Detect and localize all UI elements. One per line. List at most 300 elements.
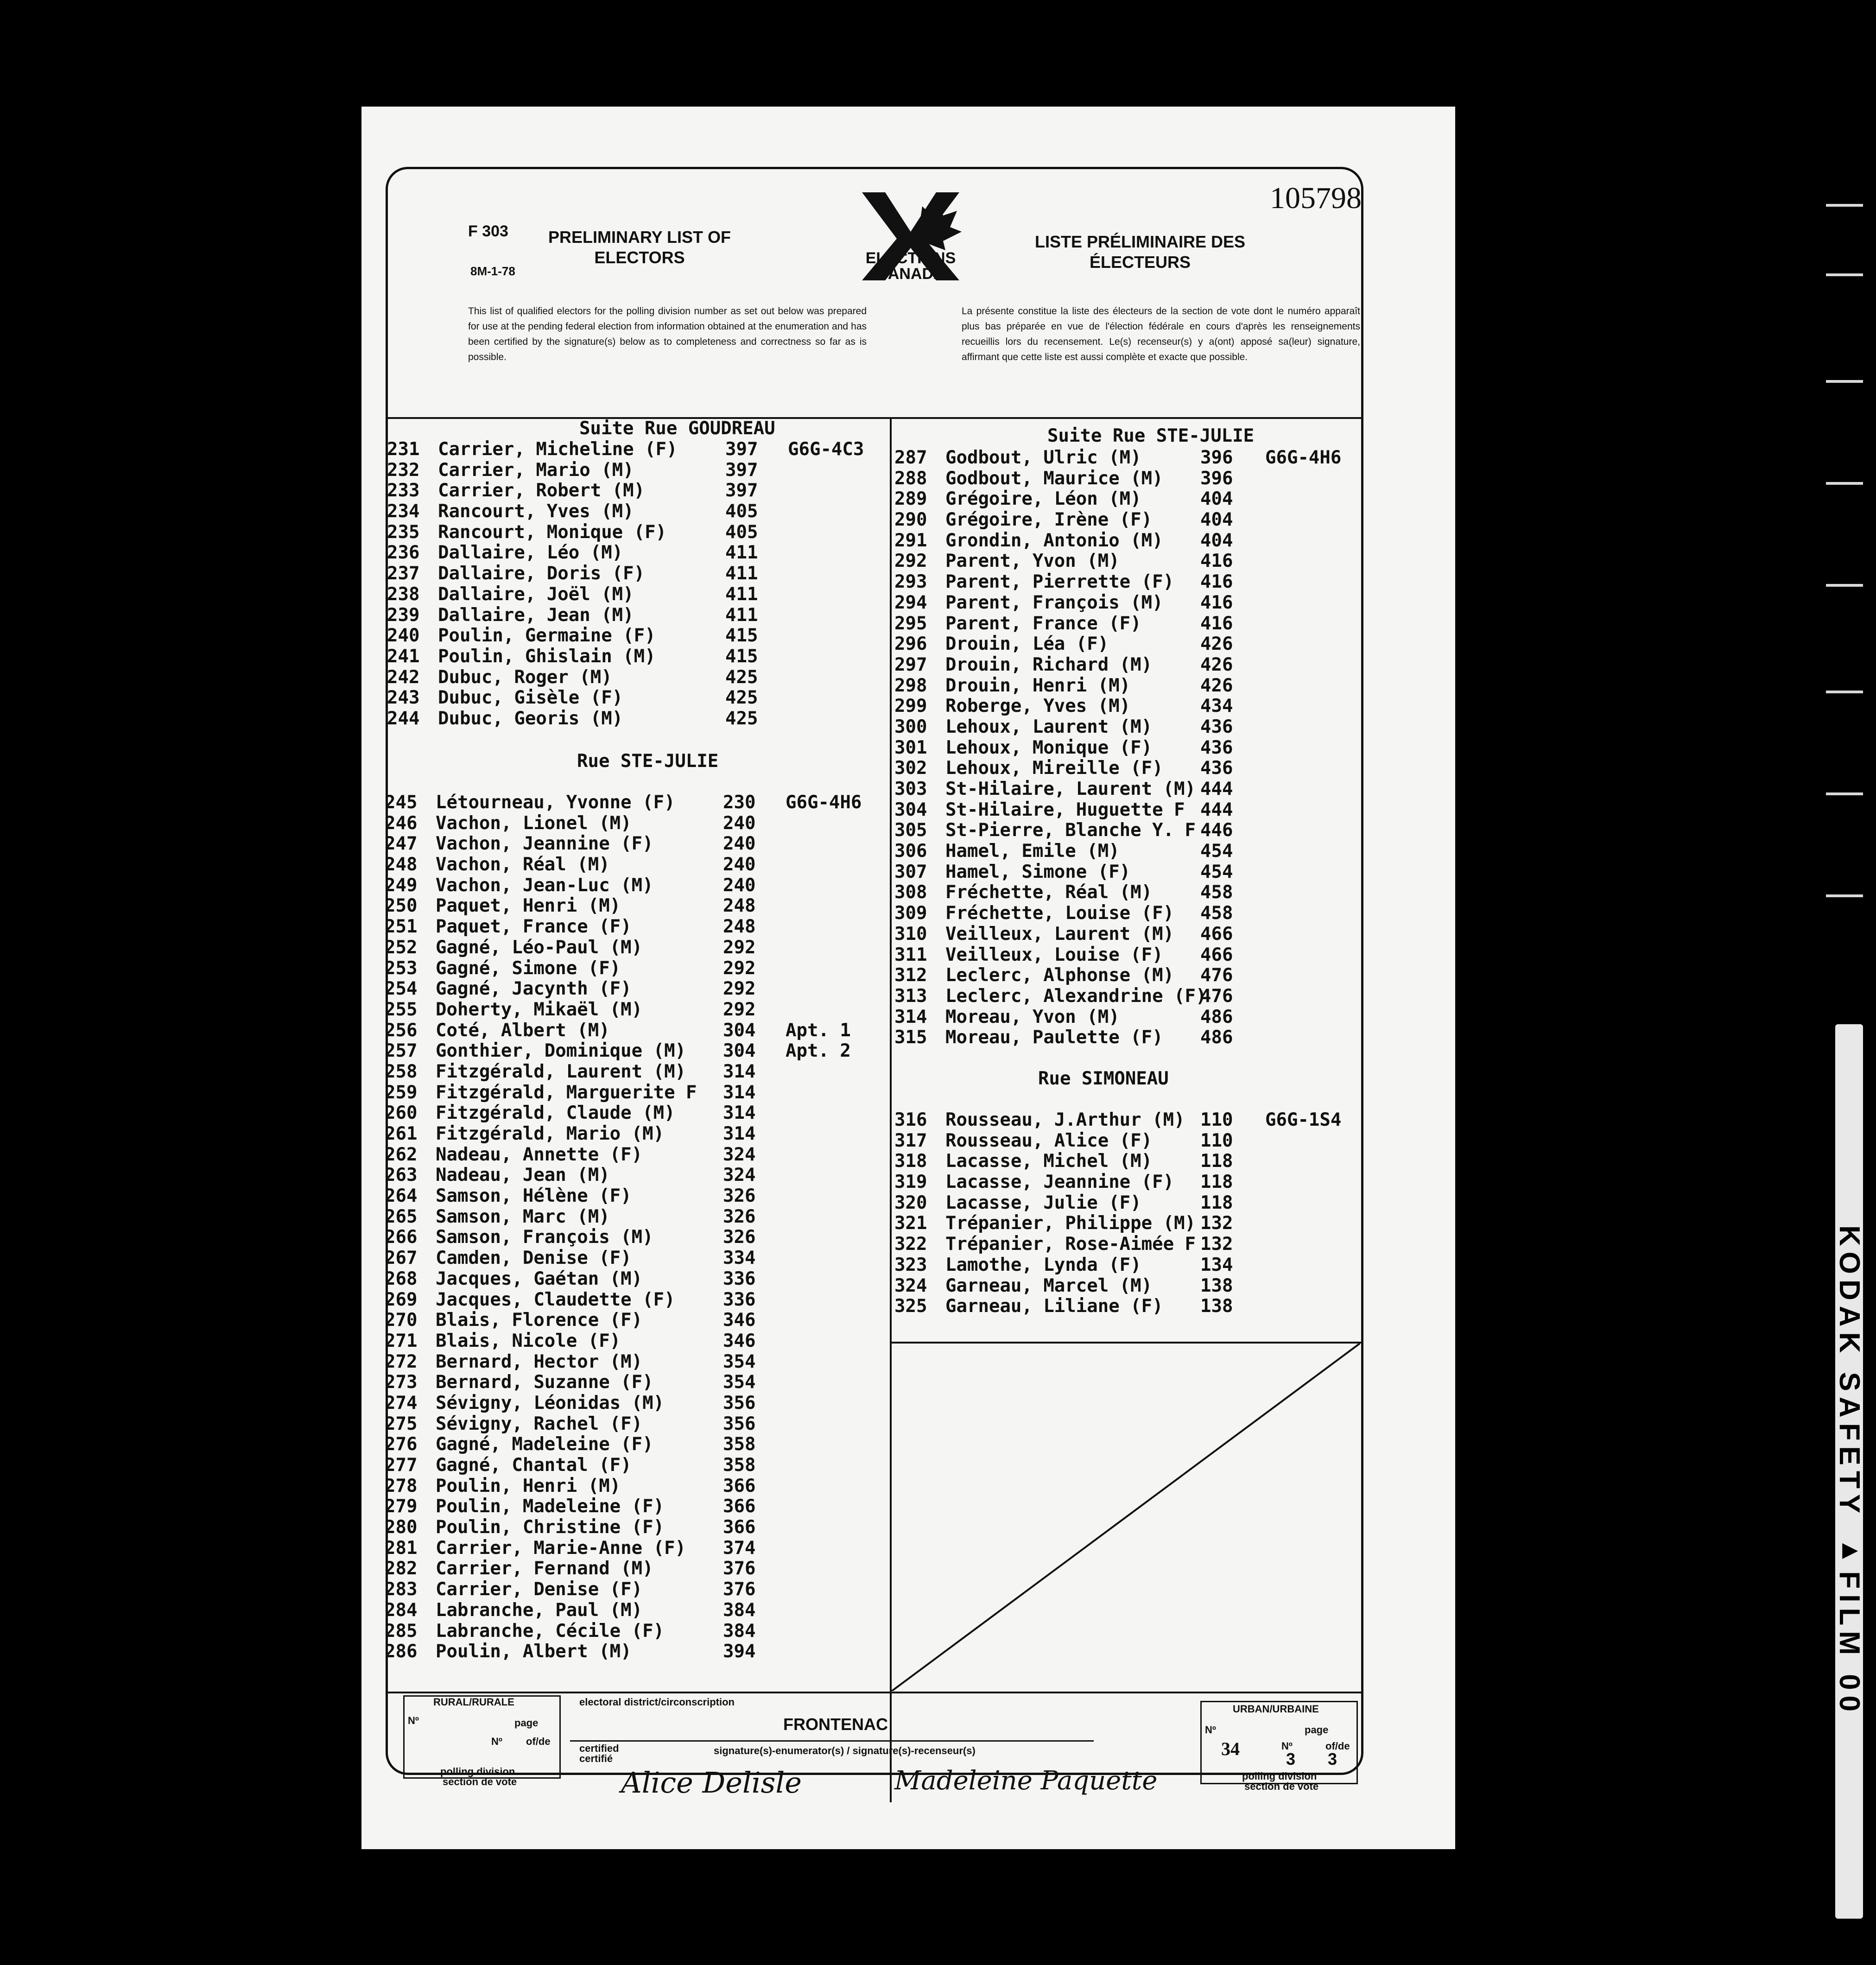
elector-addr: 240 xyxy=(723,833,756,855)
elector-no: 296 xyxy=(894,634,927,655)
elector-no: 289 xyxy=(894,488,927,510)
elector-no: 244 xyxy=(387,708,420,729)
urban-polling-line1: polling division xyxy=(1242,1770,1317,1782)
elector-addr: 358 xyxy=(723,1455,756,1476)
elector-name: Rousseau, Alice (F) xyxy=(945,1130,1153,1151)
elector-addr: 405 xyxy=(725,501,758,522)
elector-addr: 292 xyxy=(723,957,756,979)
elector-name: Lehoux, Monique (F) xyxy=(945,737,1153,758)
elector-name: Vachon, Réal (M) xyxy=(436,854,610,875)
urban-polling-line2: section de vote xyxy=(1244,1781,1319,1792)
elector-addr: 356 xyxy=(723,1413,756,1434)
elector-no: 270 xyxy=(385,1310,418,1331)
elector-addr: 118 xyxy=(1200,1172,1233,1193)
elector-addr: 132 xyxy=(1200,1213,1233,1234)
elector-row xyxy=(385,1310,890,1331)
elector-addr: 326 xyxy=(723,1185,756,1207)
elector-name: Fréchette, Réal (M) xyxy=(945,882,1153,903)
elector-list-sheet xyxy=(361,107,1455,1849)
elector-row xyxy=(387,605,890,626)
elector-name: Carrier, Micheline (F) xyxy=(438,439,678,460)
elector-name: Lacasse, Michel (M) xyxy=(945,1151,1153,1172)
elector-row xyxy=(387,501,890,522)
elector-addr: 426 xyxy=(1200,634,1233,655)
elector-name: Fréchette, Louise (F) xyxy=(945,903,1174,924)
title-french xyxy=(1010,232,1270,273)
intro-french: La présente constitue la liste des électeurs de la section de vote dont le numéro apparaît plus bas préparée en vue de l'élection fédérale en cours d'après les renseignements recueillis lors du recensement. Le(s) recenseur(s) y a(ont) apposé sa(leur) signature, affirmant que cette liste est aussi complète et exacte que possible. xyxy=(962,306,1360,362)
elector-addr: 134 xyxy=(1200,1254,1233,1275)
elector-addr: 486 xyxy=(1200,1027,1233,1048)
elector-no: 249 xyxy=(385,875,418,896)
elector-addr: 240 xyxy=(723,812,756,834)
elector-no: 233 xyxy=(387,480,420,501)
elector-name: Dubuc, Georis (M) xyxy=(438,708,623,729)
film-tick xyxy=(1826,691,1863,693)
elector-row xyxy=(894,489,1363,510)
elector-name: Hamel, Emile (M) xyxy=(945,841,1120,862)
elector-name: Carrier, Denise (F) xyxy=(436,1579,643,1600)
elector-row xyxy=(894,551,1363,572)
header-rule xyxy=(386,417,1363,419)
elector-name: Samson, Hélène (F) xyxy=(436,1185,632,1207)
elections-canada-logo-text xyxy=(853,250,969,282)
elector-no: 231 xyxy=(387,439,420,460)
elector-no: 295 xyxy=(894,613,927,634)
elector-no: 258 xyxy=(385,1061,418,1082)
footer-rule xyxy=(386,1692,1363,1693)
elector-row xyxy=(385,958,890,979)
elector-no: 279 xyxy=(385,1496,418,1517)
elector-addr: 426 xyxy=(1200,654,1233,675)
elector-no: 313 xyxy=(894,985,927,1007)
elector-name: St-Hilaire, Laurent (M) xyxy=(945,779,1196,799)
elector-row xyxy=(387,709,890,729)
elector-no: 264 xyxy=(385,1185,418,1207)
elector-no: 314 xyxy=(894,1006,927,1027)
elector-addr: 397 xyxy=(725,459,758,481)
elector-name: Fitzgérald, Mario (M) xyxy=(436,1123,665,1144)
elector-name: Moreau, Yvon (M) xyxy=(945,1006,1120,1027)
elector-row xyxy=(385,1496,890,1517)
elector-no: 297 xyxy=(894,654,927,675)
elector-row xyxy=(387,481,890,501)
elector-addr: 397 xyxy=(725,439,758,460)
elector-row xyxy=(894,510,1363,531)
urban-no-label-2: Nº xyxy=(1281,1740,1293,1752)
elector-name: Vachon, Jeannine (F) xyxy=(436,833,653,855)
elector-no: 285 xyxy=(385,1620,418,1642)
elector-addr: 240 xyxy=(723,854,756,875)
elector-row xyxy=(385,1579,890,1600)
elector-row xyxy=(385,855,890,875)
elector-row xyxy=(385,1062,890,1083)
certified-label-line2: certifié xyxy=(579,1753,613,1764)
elector-no: 253 xyxy=(385,957,418,979)
elector-row xyxy=(385,1352,890,1373)
signature-enumerator-2: Madeleine Paquette xyxy=(894,1766,1158,1796)
elector-no: 282 xyxy=(385,1558,418,1579)
elector-no: 305 xyxy=(894,820,927,841)
elector-row xyxy=(387,439,890,460)
elector-addr: 411 xyxy=(725,563,758,584)
elector-row xyxy=(894,1007,1363,1028)
elector-list xyxy=(894,448,1363,1048)
elector-row xyxy=(385,979,890,1000)
elector-no: 300 xyxy=(894,716,927,737)
elector-addr: 240 xyxy=(723,875,756,896)
elector-row xyxy=(894,531,1363,551)
elector-name: Poulin, Germaine (F) xyxy=(438,625,656,647)
elector-name: Veilleux, Laurent (M) xyxy=(945,923,1174,944)
elector-name: Jacques, Gaétan (M) xyxy=(436,1268,643,1289)
elector-no: 245 xyxy=(385,792,418,813)
elector-row xyxy=(894,717,1363,738)
logo-line1: ELECTIONS xyxy=(865,249,956,267)
elector-name: Lacasse, Julie (F) xyxy=(945,1192,1141,1213)
rural-polling-line1: polling division xyxy=(440,1766,515,1777)
elector-no: 278 xyxy=(385,1475,418,1496)
elector-no: 234 xyxy=(387,501,420,522)
elector-addr: 292 xyxy=(723,999,756,1020)
elector-no: 236 xyxy=(387,542,420,564)
elector-addr: 292 xyxy=(723,978,756,1000)
elector-no: 255 xyxy=(385,999,418,1020)
elector-addr: 411 xyxy=(725,542,758,564)
logo-line2: CANADA xyxy=(876,265,945,283)
film-tick xyxy=(1826,894,1863,897)
elector-addr: 118 xyxy=(1200,1192,1233,1213)
form-code: F 303 xyxy=(468,222,508,240)
elector-row xyxy=(385,1517,890,1538)
elector-no: 259 xyxy=(385,1082,418,1103)
elector-row xyxy=(894,1193,1363,1214)
elector-name: Sévigny, Rachel (F) xyxy=(436,1413,643,1434)
elector-no: 299 xyxy=(894,696,927,717)
elector-row xyxy=(385,1538,890,1559)
elector-row xyxy=(385,1434,890,1455)
elector-name: Bernard, Suzanne (F) xyxy=(436,1372,653,1393)
elector-no: 303 xyxy=(894,779,927,799)
elector-no: 320 xyxy=(894,1192,927,1213)
urban-page-value: 3 xyxy=(1286,1749,1296,1768)
elector-addr: 138 xyxy=(1200,1275,1233,1296)
elector-name: Poulin, Christine (F) xyxy=(436,1517,665,1538)
elector-name: Doherty, Mikaël (M) xyxy=(436,999,643,1020)
elector-name: Sévigny, Léonidas (M) xyxy=(436,1392,665,1414)
elector-row xyxy=(894,1151,1363,1172)
elector-no: 286 xyxy=(385,1641,418,1662)
film-tick xyxy=(1826,380,1863,383)
rural-label: RURAL/RURALE xyxy=(433,1696,514,1708)
elector-addr: 444 xyxy=(1200,799,1233,820)
elector-no: 269 xyxy=(385,1289,418,1310)
elector-no: 312 xyxy=(894,965,927,986)
elector-addr: 425 xyxy=(725,666,758,688)
elector-name: Labranche, Cécile (F) xyxy=(436,1620,665,1642)
elector-name: Carrier, Fernand (M) xyxy=(436,1558,653,1579)
urban-page-label: page xyxy=(1305,1724,1329,1736)
elector-name: Grégoire, Irène (F) xyxy=(945,509,1153,531)
elector-addr: 396 xyxy=(1200,447,1233,468)
elector-row xyxy=(387,626,890,647)
elector-row xyxy=(894,676,1363,697)
elector-row xyxy=(385,938,890,958)
elector-addr: 404 xyxy=(1200,488,1233,510)
elector-addr: 415 xyxy=(725,625,758,647)
elector-no: 252 xyxy=(385,937,418,958)
elector-no: 277 xyxy=(385,1455,418,1476)
elector-name: Fitzgérald, Claude (M) xyxy=(436,1103,675,1124)
elector-addr: 334 xyxy=(723,1248,756,1269)
elector-name: Lehoux, Laurent (M) xyxy=(945,716,1153,737)
elector-no: 265 xyxy=(385,1206,418,1227)
elector-no: 267 xyxy=(385,1248,418,1269)
elector-row xyxy=(894,841,1363,862)
elector-addr: 314 xyxy=(723,1103,756,1124)
elector-row xyxy=(385,1642,890,1662)
title-english xyxy=(547,227,732,268)
elector-addr: 118 xyxy=(1200,1151,1233,1172)
elector-name: Nadeau, Jean (M) xyxy=(436,1165,610,1186)
elector-addr: 396 xyxy=(1200,468,1233,489)
elector-list xyxy=(387,439,890,729)
elector-addr: 458 xyxy=(1200,882,1233,903)
elector-name: Dallaire, Doris (F) xyxy=(438,563,645,584)
elector-name: Gagné, Simone (F) xyxy=(436,957,621,979)
elector-name: Grégoire, Léon (M) xyxy=(945,488,1141,510)
elector-addr: 404 xyxy=(1200,509,1233,531)
elector-row xyxy=(385,1124,890,1145)
elector-name: Leclerc, Alphonse (M) xyxy=(945,965,1174,986)
elector-row xyxy=(387,584,890,605)
elector-list xyxy=(385,792,890,1662)
section-title: Suite Rue STE-JULIE xyxy=(1047,425,1255,446)
elector-name: Gonthier, Dominique (M) xyxy=(436,1040,686,1062)
elector-no: 257 xyxy=(385,1040,418,1062)
elector-row xyxy=(894,655,1363,676)
certified-rule xyxy=(570,1740,1094,1742)
elector-addr: 404 xyxy=(1200,530,1233,551)
elector-name: Carrier, Marie-Anne (F) xyxy=(436,1537,686,1559)
elector-row xyxy=(894,779,1363,800)
elector-addr: 411 xyxy=(725,583,758,605)
elector-row xyxy=(385,1248,890,1269)
serial-number: 105798 xyxy=(1270,181,1362,215)
elector-addr: 405 xyxy=(725,521,758,543)
rural-of-label: of/de xyxy=(526,1736,551,1747)
elector-row xyxy=(385,917,890,938)
elector-addr: 384 xyxy=(723,1599,756,1621)
elector-name: Nadeau, Annette (F) xyxy=(436,1144,643,1165)
elector-no: 238 xyxy=(387,583,420,605)
elector-name: St-Pierre, Blanche Y. F xyxy=(945,820,1196,841)
elector-row xyxy=(385,1083,890,1103)
elector-name: Moreau, Paulette (F) xyxy=(945,1027,1163,1048)
elector-no: 301 xyxy=(894,737,927,758)
elector-no: 240 xyxy=(387,625,420,647)
elector-row xyxy=(894,965,1363,986)
elector-addr: 376 xyxy=(723,1579,756,1600)
elector-addr: 324 xyxy=(723,1165,756,1186)
elector-no: 271 xyxy=(385,1330,418,1351)
elector-no: 308 xyxy=(894,882,927,903)
elector-row xyxy=(894,614,1363,634)
elector-row xyxy=(385,1290,890,1311)
elector-row xyxy=(385,1186,890,1207)
elector-addr: 314 xyxy=(723,1061,756,1082)
elector-row xyxy=(894,800,1363,821)
elector-row xyxy=(387,667,890,688)
elector-name: Veilleux, Louise (F) xyxy=(945,944,1163,965)
elector-no: 287 xyxy=(894,447,927,468)
elector-addr: 476 xyxy=(1200,965,1233,986)
elector-no: 268 xyxy=(385,1268,418,1289)
elector-addr: 411 xyxy=(725,604,758,626)
elector-name: Lehoux, Mireille (F) xyxy=(945,758,1163,779)
elector-row xyxy=(385,813,890,834)
elector-no: 261 xyxy=(385,1123,418,1144)
rural-no-label: Nº xyxy=(408,1715,419,1726)
elector-row xyxy=(894,1131,1363,1152)
elector-addr: 304 xyxy=(723,1040,756,1062)
elector-addr: 436 xyxy=(1200,737,1233,758)
elector-row xyxy=(387,564,890,584)
elector-name: Coté, Albert (M) xyxy=(436,1020,610,1041)
rural-page-label: page xyxy=(514,1717,539,1729)
elector-name: Dubuc, Gisèle (F) xyxy=(438,687,623,709)
elector-no: 280 xyxy=(385,1517,418,1538)
elector-name: Drouin, Léa (F) xyxy=(945,634,1109,655)
elector-row xyxy=(385,1600,890,1621)
elector-addr: 346 xyxy=(723,1330,756,1351)
elector-addr: 366 xyxy=(723,1517,756,1538)
elector-row xyxy=(894,903,1363,924)
elector-name: Bernard, Hector (M) xyxy=(436,1351,643,1372)
elector-name: Labranche, Paul (M) xyxy=(436,1599,643,1621)
rural-polling-line2: section de vote xyxy=(443,1776,517,1788)
section-title: Rue SIMONEAU xyxy=(1038,1068,1169,1089)
elector-addr: 374 xyxy=(723,1537,756,1559)
elector-name: Rousseau, J.Arthur (M) xyxy=(945,1109,1185,1130)
elector-name: Blais, Florence (F) xyxy=(436,1310,643,1331)
title-french-line2: ÉLECTEURS xyxy=(1089,253,1191,272)
elector-name: Dubuc, Roger (M) xyxy=(438,666,612,688)
elector-addr: 415 xyxy=(725,646,758,667)
elector-no: 273 xyxy=(385,1372,418,1393)
elector-name: Paquet, Henri (M) xyxy=(436,895,621,917)
elector-row xyxy=(894,882,1363,903)
film-tick xyxy=(1826,204,1863,207)
elector-name: Trépanier, Rose-Aimée F xyxy=(945,1234,1196,1255)
elector-no: 298 xyxy=(894,675,927,696)
elector-row xyxy=(894,820,1363,841)
signature-enumerator-1: Alice Delisle xyxy=(621,1766,802,1800)
elector-row xyxy=(387,543,890,564)
elector-no: 260 xyxy=(385,1103,418,1124)
elector-no: 307 xyxy=(894,861,927,882)
elector-name: Samson, Marc (M) xyxy=(436,1206,610,1227)
film-edge-strip xyxy=(1835,1024,1863,1919)
elector-addr: 110 xyxy=(1200,1109,1233,1130)
elector-addr: 336 xyxy=(723,1289,756,1310)
elector-addr: 454 xyxy=(1200,841,1233,862)
elector-name: Gagné, Chantal (F) xyxy=(436,1455,632,1476)
elector-row xyxy=(385,1455,890,1476)
elector-name: St-Hilaire, Huguette F xyxy=(945,799,1185,820)
elector-no: 302 xyxy=(894,758,927,779)
elector-addr: 466 xyxy=(1200,923,1233,944)
elector-name: Carrier, Mario (M) xyxy=(438,459,634,481)
elector-name: Garneau, Liliane (F) xyxy=(945,1296,1163,1317)
elector-addr: 397 xyxy=(725,480,758,501)
elector-addr: 425 xyxy=(725,708,758,729)
elector-addr: 324 xyxy=(723,1144,756,1165)
elector-row xyxy=(894,572,1363,593)
elector-row xyxy=(385,1000,890,1021)
elector-name: Leclerc, Alexandrine (F) xyxy=(945,985,1207,1007)
elector-name: Dallaire, Joël (M) xyxy=(438,583,634,605)
elector-addr: 366 xyxy=(723,1475,756,1496)
elector-row xyxy=(894,593,1363,614)
elector-addr: 425 xyxy=(725,687,758,709)
elector-name: Poulin, Ghislain (M) xyxy=(438,646,656,667)
elector-no: 291 xyxy=(894,530,927,551)
elector-no: 304 xyxy=(894,799,927,820)
elector-addr: 466 xyxy=(1200,944,1233,965)
district-value: FRONTENAC xyxy=(783,1715,888,1734)
elector-no: 325 xyxy=(894,1296,927,1317)
elector-no: 235 xyxy=(387,521,420,543)
elector-addr: 444 xyxy=(1200,779,1233,799)
elector-no: 323 xyxy=(894,1254,927,1275)
elector-name: Godbout, Ulric (M) xyxy=(945,447,1141,468)
elector-addr: 436 xyxy=(1200,758,1233,779)
elector-no: 232 xyxy=(387,459,420,481)
elector-row xyxy=(385,1372,890,1393)
elector-name: Gagné, Jacynth (F) xyxy=(436,978,632,1000)
elector-row xyxy=(385,1559,890,1579)
elector-no: 317 xyxy=(894,1130,927,1151)
elector-no: 254 xyxy=(385,978,418,1000)
elector-extra: G6G-1S4 xyxy=(1265,1109,1342,1130)
elector-name: Poulin, Madeleine (F) xyxy=(436,1496,665,1517)
elector-no: 290 xyxy=(894,509,927,531)
urban-of-label: of/de xyxy=(1325,1740,1350,1752)
elector-row xyxy=(894,448,1363,469)
elector-row xyxy=(894,634,1363,655)
elector-name: Parent, Pierrette (F) xyxy=(945,571,1174,593)
elector-list xyxy=(894,1110,1363,1317)
elector-name: Garneau, Marcel (M) xyxy=(945,1275,1153,1296)
elector-row xyxy=(894,1110,1363,1131)
film-tick xyxy=(1826,273,1863,276)
form-date: 8M-1-78 xyxy=(470,264,515,278)
elector-row xyxy=(894,1213,1363,1234)
elector-row xyxy=(385,1145,890,1166)
elector-addr: 314 xyxy=(723,1123,756,1144)
elector-no: 237 xyxy=(387,563,420,584)
elector-row xyxy=(385,1393,890,1414)
elector-row xyxy=(894,1172,1363,1193)
elector-row xyxy=(894,1027,1363,1048)
rural-no-label-2: Nº xyxy=(491,1736,502,1747)
elector-name: Dallaire, Jean (M) xyxy=(438,604,634,626)
elector-extra: G6G-4H6 xyxy=(1265,447,1342,468)
elector-row xyxy=(894,945,1363,966)
elector-name: Parent, France (F) xyxy=(945,613,1141,634)
elector-row xyxy=(385,1227,890,1248)
elector-addr: 454 xyxy=(1200,861,1233,882)
